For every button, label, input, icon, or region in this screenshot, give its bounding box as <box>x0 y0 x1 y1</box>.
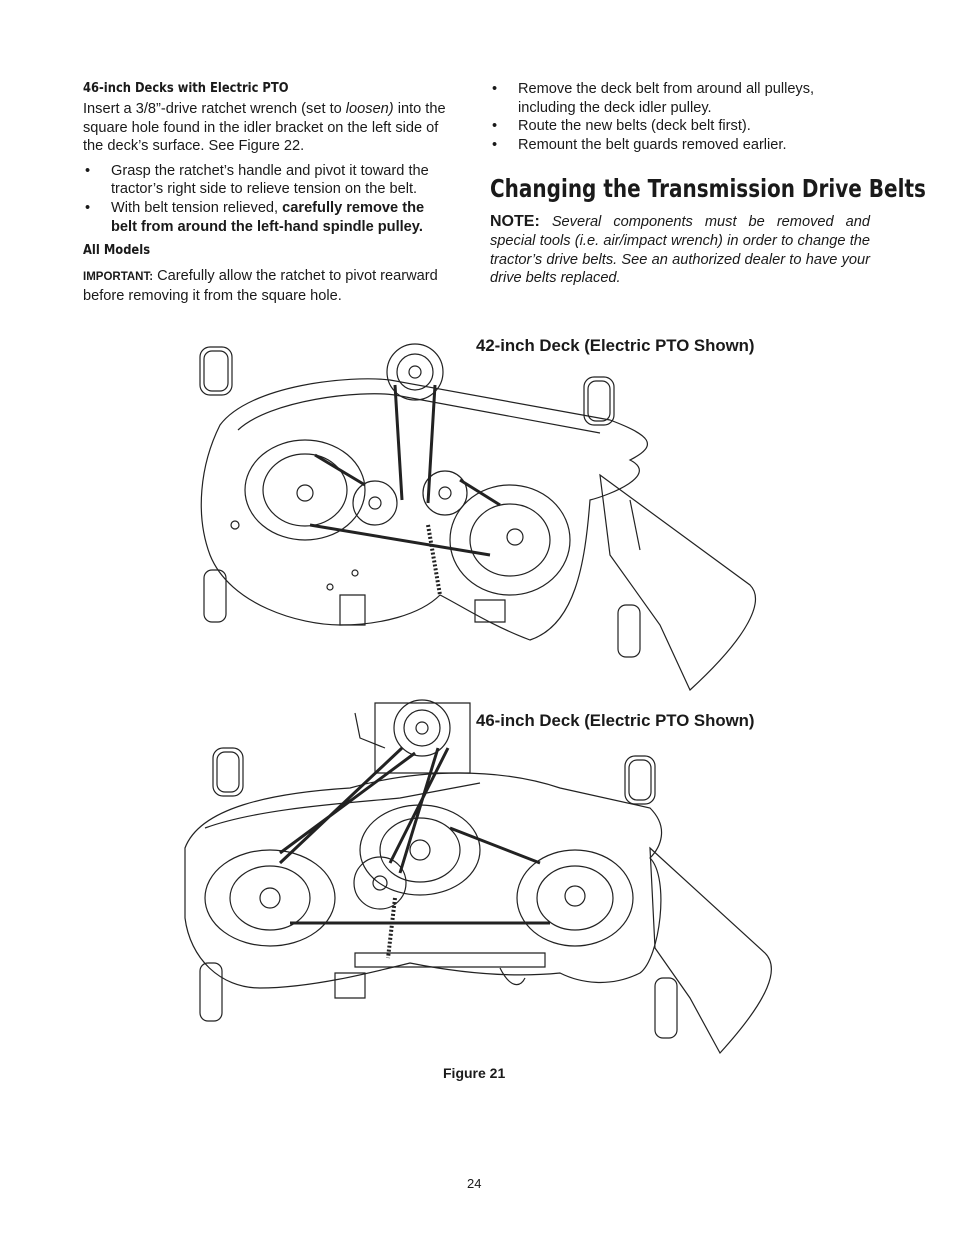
right-column <box>490 80 926 288</box>
right-spindle-housing <box>517 850 633 946</box>
bullet-text: Remove the deck belt from around all pulleys, including the deck idler pulley. <box>518 81 815 116</box>
gauge-wheel-inner <box>217 752 239 792</box>
height-adjuster <box>340 595 365 625</box>
gauge-wheel-inner <box>588 381 610 421</box>
spindle-hub <box>260 888 280 908</box>
bullet-text: With belt tension relieved, <box>111 199 283 216</box>
pto-pulley-inner <box>404 710 440 746</box>
pto-hub <box>409 366 421 378</box>
gauge-wheel <box>655 978 677 1038</box>
right-spindle-pulley <box>537 866 613 930</box>
deck-belt <box>290 828 550 923</box>
gauge-wheel <box>200 963 222 1021</box>
heading-all-models: All Models <box>83 243 151 259</box>
list-item <box>490 117 870 136</box>
figure-caption: Figure 21 <box>443 1065 506 1081</box>
idler-hub <box>439 487 451 499</box>
deck-belt <box>310 455 500 555</box>
pto-wire <box>355 713 385 748</box>
list-item <box>83 199 448 236</box>
deck-stabilizer-bar <box>355 953 545 967</box>
left-spindle-pulley <box>230 866 310 930</box>
gauge-wheel-inner <box>629 760 651 800</box>
important-label: IMPORTANT: <box>83 271 154 284</box>
idler-pulley <box>353 481 397 525</box>
left-spindle-housing <box>205 850 335 946</box>
gauge-wheel-inner <box>204 351 228 391</box>
chute-bracket <box>630 500 640 550</box>
note-paragraph <box>490 213 870 287</box>
deck-46-inch-illustration <box>180 698 780 1063</box>
note-text: Several components must be removed and special tools (i.e. air/impact wrench) in order to change the tractor’s drive belts. See an authorized dealer to have your drive belts replaced. <box>490 214 870 287</box>
ratchet-steps-list <box>83 162 448 236</box>
drive-belt <box>395 385 435 503</box>
mount-hole <box>352 570 358 576</box>
list-item <box>490 136 870 155</box>
spindle-hub <box>565 886 585 906</box>
deck-belt <box>280 748 415 863</box>
gauge-wheel <box>204 570 226 622</box>
list-item <box>490 80 870 117</box>
mount-hole <box>231 521 239 529</box>
intro-text-italic: loosen) <box>345 101 394 117</box>
important-paragraph <box>83 267 448 305</box>
heading-46-inch-decks: 46-inch Decks with Electric PTO <box>83 81 289 96</box>
section-title: Changing the Transmission Drive Belts <box>490 174 926 204</box>
right-spindle-housing <box>450 485 570 595</box>
right-spindle-pulley <box>470 504 550 576</box>
pto-mount-bracket <box>375 703 470 773</box>
intro-paragraph <box>83 100 448 156</box>
deck-hook <box>500 968 525 985</box>
bullet-bold-text: carefully remove the belt from around the left-hand spindle pulley. <box>111 199 425 235</box>
list-item <box>83 162 448 199</box>
discharge-chute <box>600 475 755 690</box>
gauge-wheel <box>200 347 232 395</box>
figure-label-46-inch: 46-inch Deck (Electric PTO Shown) <box>476 711 755 730</box>
figure-label-42-inch: 42-inch Deck (Electric PTO Shown) <box>476 336 755 355</box>
belt-steps-list <box>490 80 870 154</box>
left-column <box>83 80 448 305</box>
idler-hub <box>369 497 381 509</box>
intro-text-a: Insert a 3/8”-drive ratchet wrench (set to <box>83 101 346 117</box>
height-adjuster <box>475 600 505 622</box>
deck-42-inch-illustration <box>190 325 780 695</box>
bullet-text: Remount the belt guards removed earlier. <box>518 136 787 153</box>
mount-hole <box>327 584 333 590</box>
spindle-hub <box>297 485 313 501</box>
bullet-text: Grasp the ratchet’s handle and pivot it toward the tractor’s right side to relieve tension on the belt. <box>111 162 429 198</box>
spindle-hub <box>507 529 523 545</box>
spindle-hub <box>410 840 430 860</box>
bullet-text: Route the new belts (deck belt first). <box>518 118 751 135</box>
pto-pulley <box>394 700 450 756</box>
page-number: 24 <box>467 1176 482 1191</box>
center-spindle-pulley <box>380 818 460 882</box>
note-label: NOTE: <box>490 213 540 231</box>
important-text: Carefully allow the ratchet to pivot rearward before removing it from the square hole. <box>83 268 438 304</box>
discharge-chute <box>650 848 771 1053</box>
idler-spring <box>428 525 440 595</box>
intro-text-b: into the square hole found in the idler bracket on the left side of the deck’s surface. See Figure 22. <box>83 101 446 155</box>
pto-hub <box>416 722 428 734</box>
gauge-wheel <box>618 605 640 657</box>
left-spindle-pulley <box>263 454 347 526</box>
deck-shell <box>201 379 647 640</box>
